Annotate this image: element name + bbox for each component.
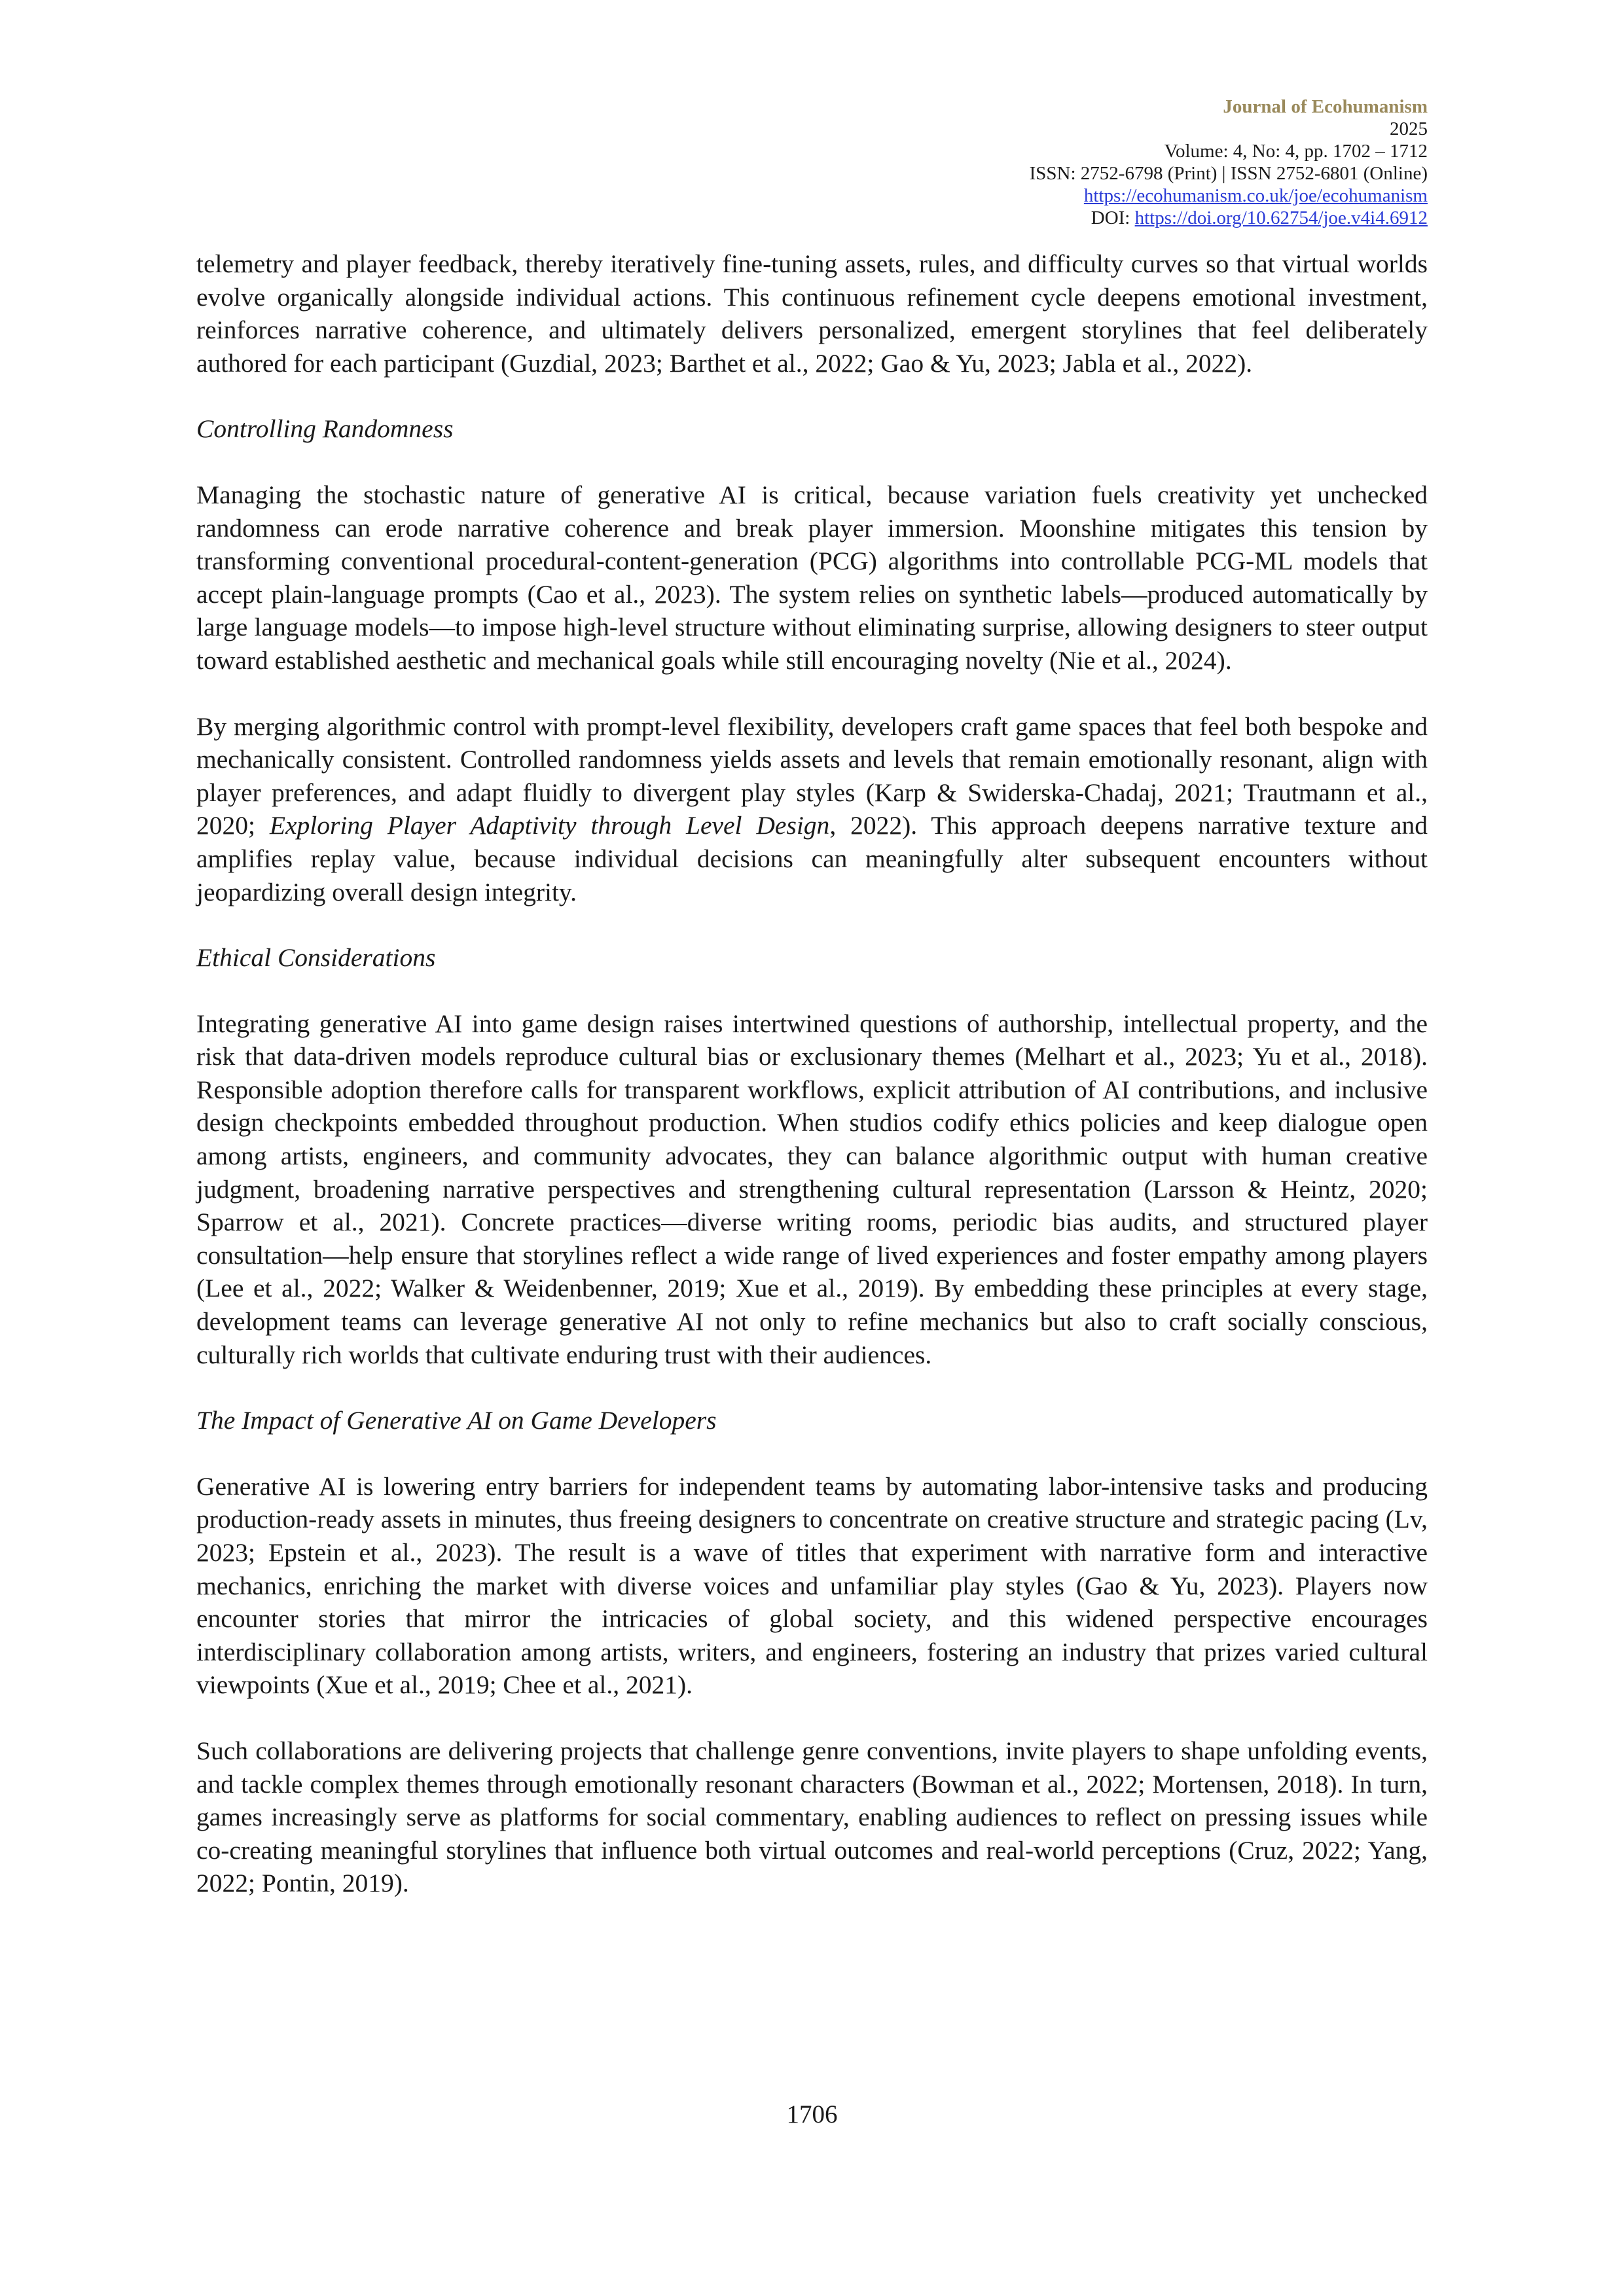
section-heading-controlling-randomness: Controlling Randomness [196, 414, 454, 444]
doi-link[interactable]: https://doi.org/10.62754/joe.v4i4.6912 [1134, 207, 1428, 228]
journal-issn: ISSN: 2752-6798 (Print) | ISSN 2752-6801 (Online) [1029, 163, 1428, 184]
paragraph-ethical: Integrating generative AI into game design raises intertwined questions of authorship, intellectual property, and the risk that data-driven models reproduce cultural bias or exclusionary themes (Melhart et al., 2023; Yu et al., 2018). Responsible adoption therefore calls for transparent workflows, explicit attribution of AI contributions, and inclusive design checkpoints embedded throughout production. When studios codify ethics policies and keep dialogue open among artists, engineers, and community advocates, they can balance algorithmic output with human creative judgment, broadening narrative perspectives and strengthening cultural representation (Larsson & Heintz, 2020; Sparrow et al., 2021). Concrete practices—diverse writing rooms, periodic bias audits, and structured player consultation—help ensure that storylines reflect a wide range of lived experiences and foster empathy among players (Lee et al., 2022; Walker & Weidenbenner, 2019; Xue et al., 2019). By embedding these principles at every stage, development teams can leverage generative AI not only to refine mechanics but also to craft socially conscious, culturally rich worlds that cultivate enduring trust with their audiences. [196, 1009, 1428, 1369]
journal-year: 2025 [1390, 118, 1428, 139]
doi-label: DOI: [1091, 207, 1135, 228]
section-heading-impact: The Impact of Generative AI on Game Developers [196, 1406, 717, 1435]
paragraph-randomness-2-text-b: , 2022). This approach deepens narrative texture and amplifies replay value, because individual decisions can meaningfully alter subsequent encounters without jeopardizing overall design integrity. [196, 811, 1428, 906]
journal-header [1030, 96, 1428, 229]
journal-url-link[interactable]: https://ecohumanism.co.uk/joe/ecohumanism [1083, 185, 1428, 206]
journal-volume: Volume: 4, No: 4, pp. 1702 – 1712 [1164, 141, 1428, 162]
cited-title: Exploring Player Adaptivity through Level Design [269, 811, 830, 840]
page-number: 1706 [786, 2100, 838, 2128]
paragraph-impact-1: Generative AI is lowering entry barriers for independent teams by automating labor-intensive tasks and producing production-ready assets in minutes, thus freeing designers to concentrate on creative structure and strategic pacing (Lv, 2023; Epstein et al., 2023). The result is a wave of titles that experiment with narrative form and interactive mechanics, enriching the market with diverse voices and unfamiliar play styles (Gao & Yu, 2023). Players now encounter stories that mirror the intricacies of global society, and this widened perspective encourages interdisciplinary collaboration among artists, writers, and engineers, fostering an industry that prizes varied cultural viewpoints (Xue et al., 2019; Chee et al., 2021). [196, 1471, 1428, 1700]
paragraph-intro: telemetry and player feedback, thereby iteratively fine-tuning assets, rules, and difficulty curves so that virtual worlds evolve organically alongside individual actions. This continuous refinement cycle deepens emotional investment, reinforces narrative coherence, and ultimately delivers personalized, emergent storylines that feel deliberately authored for each participant (Guzdial, 2023; Barthet et al., 2022; Gao & Yu, 2023; Jabla et al., 2022). [196, 249, 1428, 378]
doi-line [1030, 207, 1428, 229]
article-body [196, 247, 1428, 1933]
paragraph-randomness-2 [196, 710, 1428, 909]
paragraph-randomness-1: Managing the stochastic nature of generative AI is critical, because variation fuels creativity yet unchecked randomness can erode narrative coherence and break player immersion. Moonshine mitigates this tension by transforming conventional procedural-content-generation (PCG) algorithms into controllable PCG-ML models that accept plain-language prompts (Cao et al., 2023). The system relies on synthetic labels—produced automatically by large language models—to impose high-level structure without eliminating surprise, allowing designers to steer output toward established aesthetic and mechanical goals while still encouraging novelty (Nie et al., 2024). [196, 480, 1428, 675]
section-heading-ethical-considerations: Ethical Considerations [196, 943, 436, 973]
journal-title: Journal of Ecohumanism [1223, 96, 1428, 117]
paragraph-impact-2: Such collaborations are delivering projects that challenge genre conventions, invite players to shape unfolding events, and tackle complex themes through emotionally resonant characters (Bowman et al., 2022; Mortensen, 2018). In turn, games increasingly serve as platforms for social commentary, enabling audiences to reflect on pressing issues while co-creating meaningful storylines that influence both virtual outcomes and real-world perceptions (Cruz, 2022; Yang, 2022; Pontin, 2019). [196, 1736, 1428, 1898]
paragraph-randomness-2-text-a: By merging algorithmic control with prompt-level flexibility, developers craft game spaces that feel both bespoke and mechanically consistent. Controlled randomness yields assets and levels that remain emotionally resonant, align with player preferences, and adapt fluidly to divergent play styles (Karp & Swiderska-Chadaj, 2021; Trautmann et al., 2020; [196, 711, 1428, 840]
